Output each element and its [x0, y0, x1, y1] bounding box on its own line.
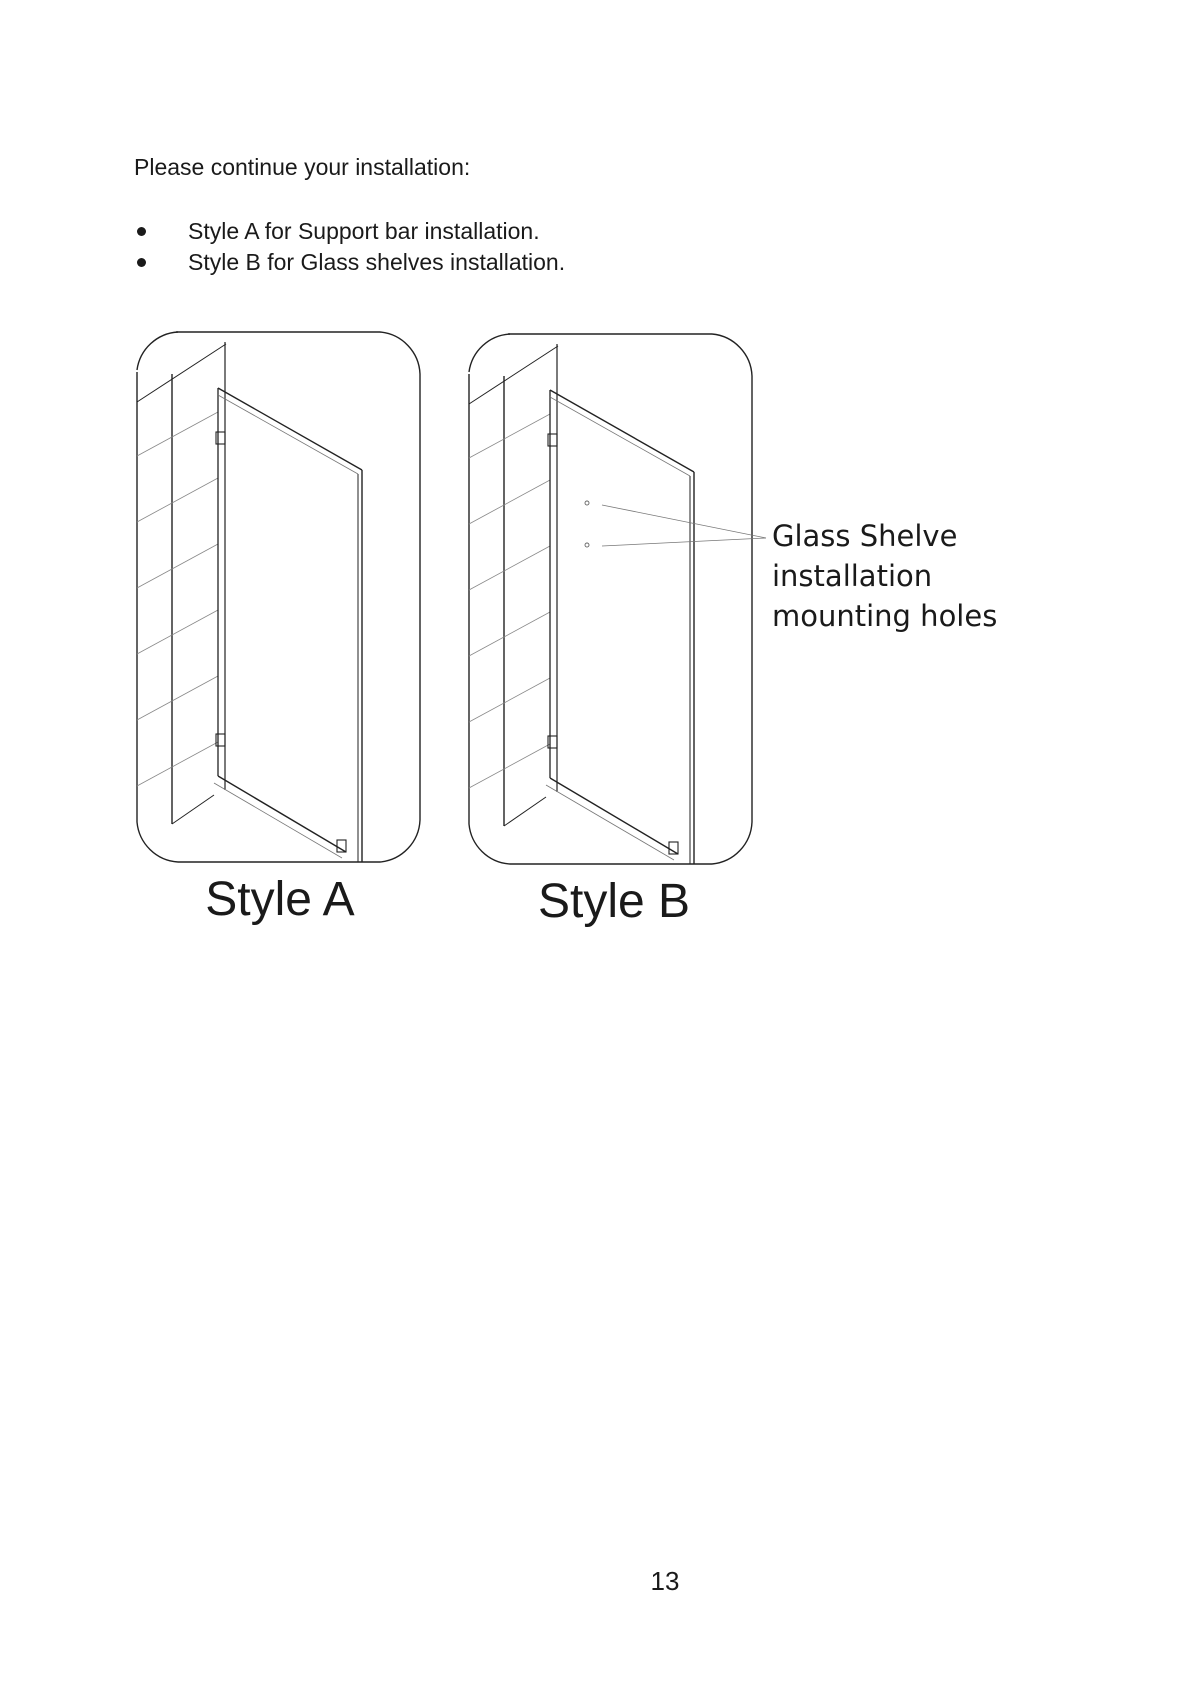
callout-line: mounting holes	[772, 599, 998, 633]
callout-line: installation	[772, 559, 933, 593]
style-b-label: Style B	[537, 875, 691, 928]
list-item-text: Style B for Glass shelves installation.	[188, 249, 566, 275]
page-number: 13	[650, 1566, 680, 1596]
callout-line: Glass Shelve	[772, 519, 958, 553]
style-a-label: Style A	[205, 873, 355, 926]
intro-text: Please continue your installation:	[134, 154, 471, 180]
mounting-hole-icon	[585, 543, 589, 547]
style-a-illustration	[137, 332, 420, 862]
style-b-illustration	[469, 334, 766, 864]
mounting-holes-callout	[772, 516, 997, 636]
mounting-hole-icon	[585, 501, 589, 505]
list-item-text: Style A for Support bar installation.	[188, 218, 540, 244]
